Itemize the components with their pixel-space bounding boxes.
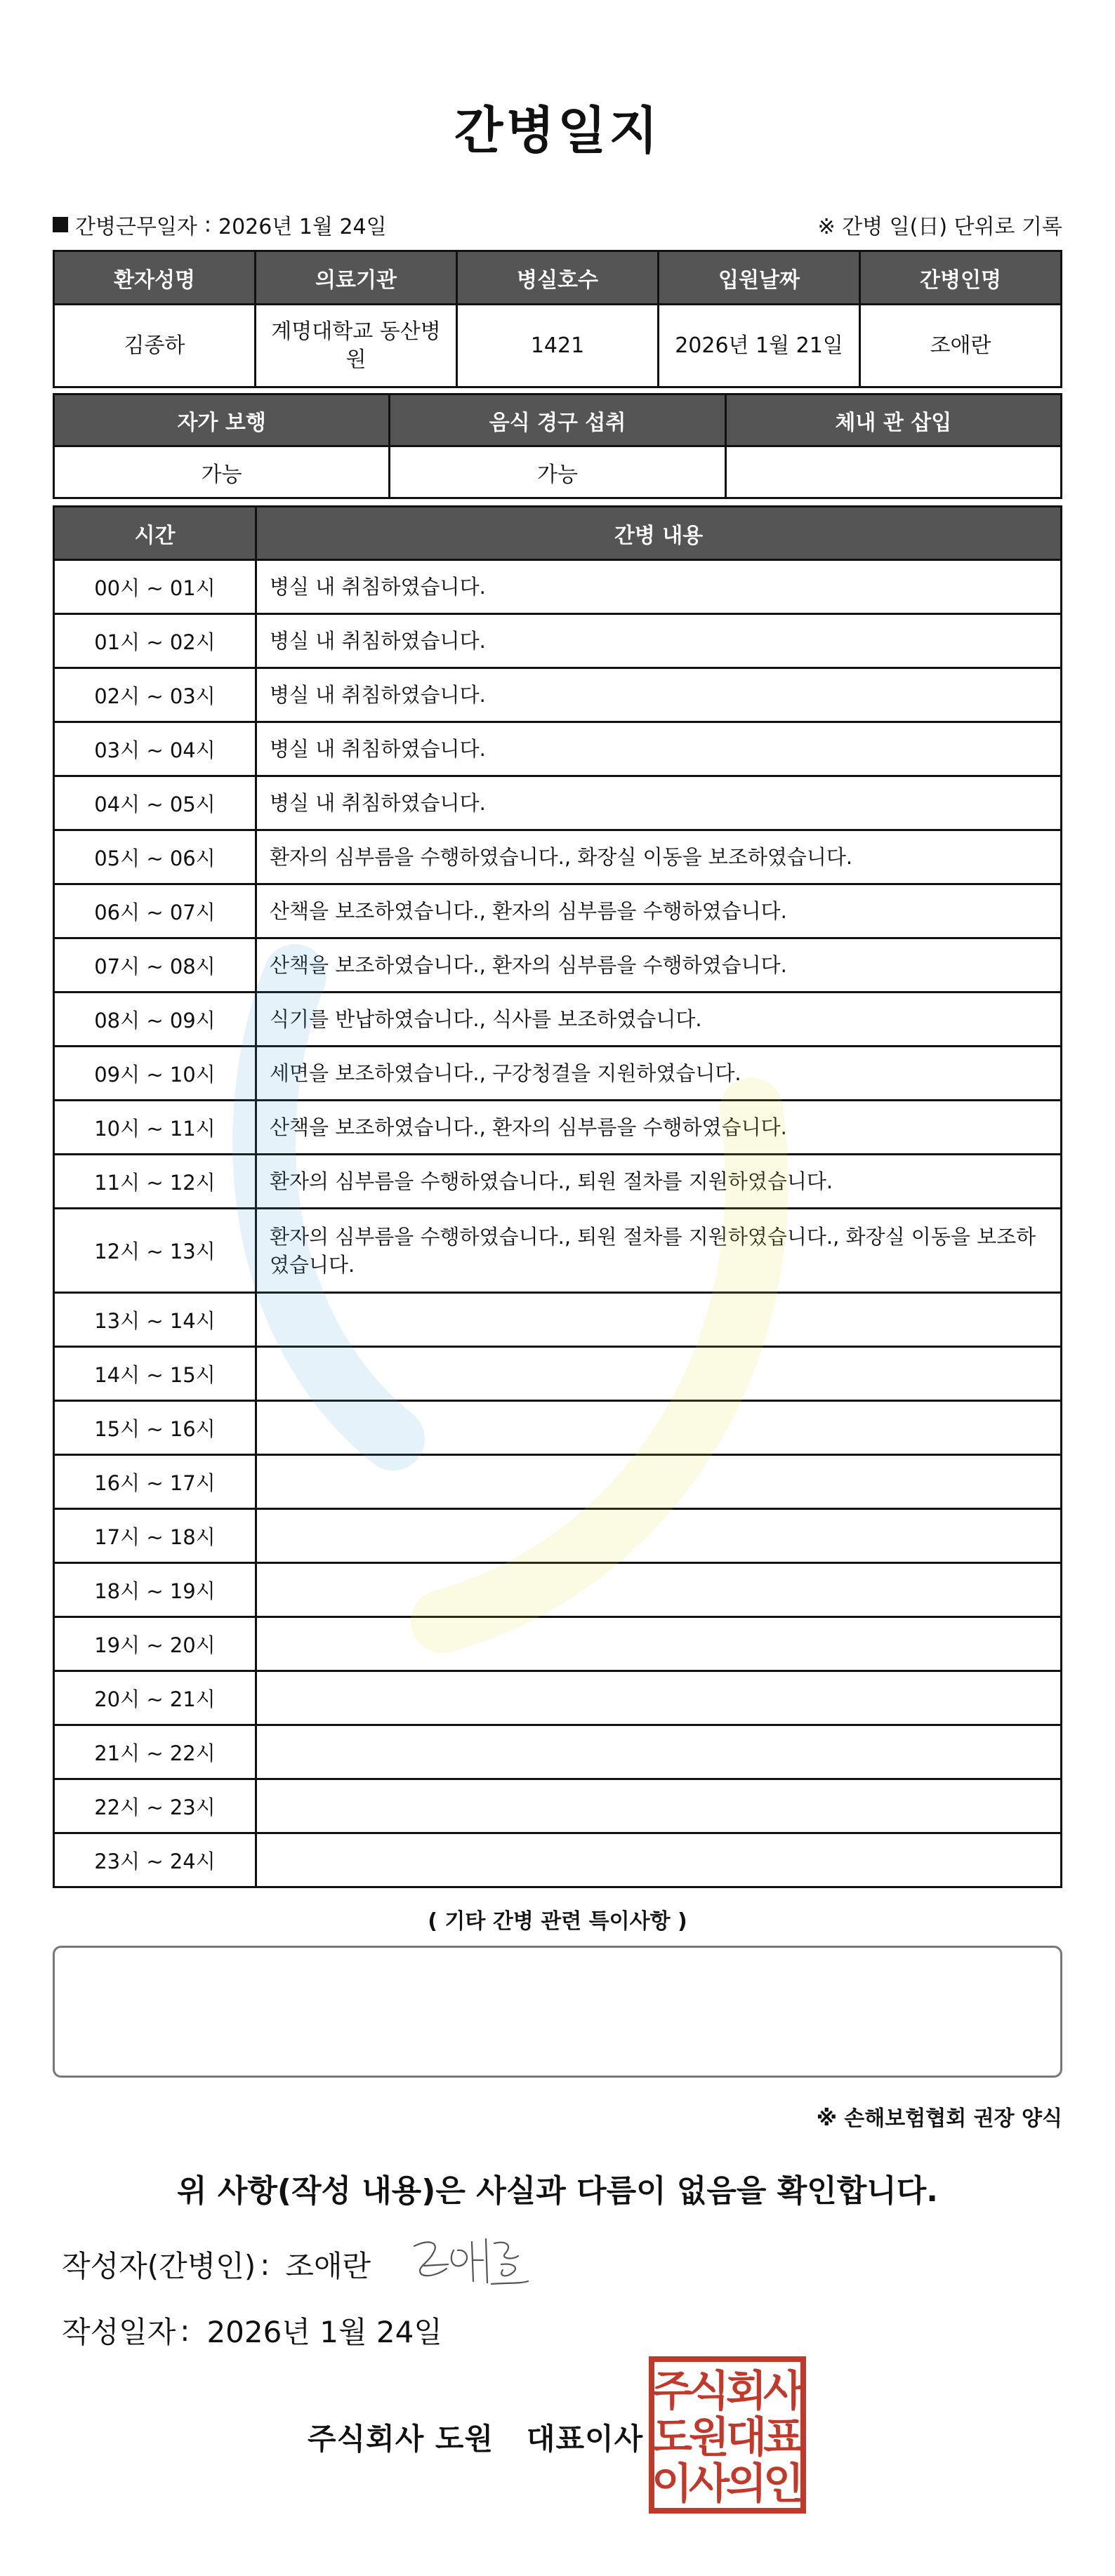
time-slot: 19시 ~ 20시 <box>54 1617 256 1671</box>
care-content <box>256 1779 1062 1833</box>
seal-character: 원 <box>689 2413 730 2462</box>
care-content: 환자의 심부름을 수행하였습니다., 화장실 이동을 보조하였습니다. <box>256 830 1062 884</box>
table-row <box>54 560 1062 614</box>
table-row <box>54 722 1062 776</box>
table-row <box>54 776 1062 830</box>
special-notes-box <box>53 1946 1062 2078</box>
time-slot: 12시 ~ 13시 <box>54 1209 256 1293</box>
table-row <box>54 1101 1062 1155</box>
info-header: 병실호수 <box>457 251 659 305</box>
record-unit-note: ※ 간병 일(日) 단위로 기록 <box>817 215 1062 239</box>
table-row <box>54 992 1062 1047</box>
care-content <box>256 1509 1062 1563</box>
writer-sep: : <box>260 2247 270 2282</box>
table-row <box>54 1563 1062 1617</box>
seal-character: 회 <box>726 2367 767 2416</box>
page-title: 간병일지 <box>454 101 661 160</box>
time-slot: 13시 ~ 14시 <box>54 1293 256 1347</box>
seal-character: 도 <box>652 2413 692 2462</box>
table-row <box>54 1047 1062 1101</box>
seal-character: 주 <box>652 2367 692 2416</box>
table-row <box>54 884 1062 938</box>
info-header: 환자성명 <box>54 251 256 305</box>
table-row <box>54 1155 1062 1209</box>
time-slot: 18시 ~ 19시 <box>54 1563 256 1617</box>
table-row <box>54 938 1062 992</box>
time-slot: 09시 ~ 10시 <box>54 1047 256 1101</box>
care-content: 환자의 심부름을 수행하였습니다., 퇴원 절차를 지원하였습니다., 화장실 이동을 보조하였습니다. <box>256 1209 1062 1293</box>
care-content: 병실 내 취침하였습니다. <box>256 560 1062 614</box>
time-slot: 22시 ~ 23시 <box>54 1779 256 1833</box>
care-log-table <box>53 505 1062 1888</box>
time-slot: 10시 ~ 11시 <box>54 1101 256 1155</box>
care-content: 산책을 보조하였습니다., 환자의 심부름을 수행하였습니다. <box>256 884 1062 938</box>
room-number: 1421 <box>457 305 659 387</box>
writer-row <box>62 2243 371 2285</box>
seal-character: 표 <box>763 2413 804 2462</box>
care-content: 병실 내 취침하였습니다. <box>256 776 1062 830</box>
time-slot: 17시 ~ 18시 <box>54 1509 256 1563</box>
time-slot: 08시 ~ 09시 <box>54 992 256 1047</box>
table-row <box>54 830 1062 884</box>
time-slot: 00시 ~ 01시 <box>54 560 256 614</box>
oral-intake-value: 가능 <box>390 446 725 498</box>
care-content <box>256 1725 1062 1779</box>
table-row <box>54 1725 1062 1779</box>
work-date-sep: : <box>204 212 211 237</box>
time-slot: 15시 ~ 16시 <box>54 1401 256 1455</box>
time-slot: 16시 ~ 17시 <box>54 1455 256 1509</box>
hospital-name: 계명대학교 동산병원 <box>256 305 457 387</box>
care-content: 환자의 심부름을 수행하였습니다., 퇴원 절차를 지원하였습니다. <box>256 1155 1062 1209</box>
written-date-row <box>62 2309 442 2351</box>
work-date-value: 2026년 1월 24일 <box>218 215 387 239</box>
confirmation-statement: 위 사항(작성 내용)은 사실과 다름이 없음을 확인합니다. <box>177 2173 938 2209</box>
care-content <box>256 1671 1062 1725</box>
table-row <box>54 1401 1062 1455</box>
time-slot: 07시 ~ 08시 <box>54 938 256 992</box>
info-header: 의료기관 <box>256 251 457 305</box>
square-bullet-icon <box>53 217 68 232</box>
care-content <box>256 1293 1062 1347</box>
written-date-value: 2026년 1월 24일 <box>206 2315 442 2349</box>
care-content <box>256 1617 1062 1671</box>
info-header: 입원날짜 <box>659 251 860 305</box>
care-content: 산책을 보조하였습니다., 환자의 심부름을 수행하였습니다. <box>256 938 1062 992</box>
form-source-note: ※ 손해보험협회 권장 양식 <box>816 2106 1062 2131</box>
time-slot: 14시 ~ 15시 <box>54 1347 256 1401</box>
special-notes-title: ( 기타 간병 관련 특이사항 ) <box>428 1909 687 1934</box>
handwritten-signature <box>407 2232 534 2295</box>
care-content <box>256 1455 1062 1509</box>
care-content: 병실 내 취침하였습니다. <box>256 668 1062 722</box>
care-content: 식기를 반납하였습니다., 식사를 보조하였습니다. <box>256 992 1062 1047</box>
seal-character: 이 <box>652 2459 692 2509</box>
ability-header: 음식 경구 섭취 <box>390 394 725 446</box>
time-slot: 02시 ~ 03시 <box>54 668 256 722</box>
care-content: 산책을 보조하였습니다., 환자의 심부름을 수행하였습니다. <box>256 1101 1062 1155</box>
table-row <box>54 1671 1062 1725</box>
caregiver-name: 조애란 <box>860 305 1062 387</box>
ability-header: 자가 보행 <box>54 394 390 446</box>
care-content <box>256 1401 1062 1455</box>
admission-date: 2026년 1월 21일 <box>659 305 860 387</box>
patient-ability-table <box>53 393 1062 499</box>
time-slot: 03시 ~ 04시 <box>54 722 256 776</box>
time-slot: 06시 ~ 07시 <box>54 884 256 938</box>
written-date-sep: : <box>180 2313 190 2348</box>
time-slot: 11시 ~ 12시 <box>54 1155 256 1209</box>
table-row <box>54 668 1062 722</box>
table-row <box>54 1347 1062 1401</box>
time-slot: 21시 ~ 22시 <box>54 1725 256 1779</box>
table-row <box>54 1617 1062 1671</box>
time-column-header: 시간 <box>54 507 256 560</box>
patient-name: 김종하 <box>54 305 256 387</box>
table-row <box>54 1509 1062 1563</box>
work-date-label: 간병근무일자 <box>75 215 197 239</box>
seal-character: 대 <box>726 2413 767 2462</box>
care-content: 병실 내 취침하였습니다. <box>256 722 1062 776</box>
care-content: 병실 내 취침하였습니다. <box>256 614 1062 668</box>
meta-row <box>53 211 1062 239</box>
time-slot: 05시 ~ 06시 <box>54 830 256 884</box>
care-content <box>256 1563 1062 1617</box>
table-row <box>54 1833 1062 1887</box>
content-column-header: 간병 내용 <box>256 507 1062 560</box>
time-slot: 23시 ~ 24시 <box>54 1833 256 1887</box>
seal-character: 사 <box>689 2459 730 2509</box>
seal-character: 식 <box>689 2367 730 2416</box>
time-slot: 04시 ~ 05시 <box>54 776 256 830</box>
written-date-label: 작성일자 <box>62 2315 176 2349</box>
care-content: 세면을 보조하였습니다., 구강청결을 지원하였습니다. <box>256 1047 1062 1101</box>
company-representative: 주식회사 도원 대표이사 <box>308 2422 644 2456</box>
time-slot: 20시 ~ 21시 <box>54 1671 256 1725</box>
table-row <box>54 614 1062 668</box>
work-date <box>53 209 387 240</box>
ability-header: 체내 관 삽입 <box>725 394 1061 446</box>
time-slot: 01시 ~ 02시 <box>54 614 256 668</box>
seal-character: 인 <box>763 2459 804 2509</box>
company-seal <box>647 2355 807 2515</box>
table-row <box>54 1293 1062 1347</box>
table-row <box>54 1209 1062 1293</box>
writer-label: 작성자(간병인) <box>62 2249 256 2283</box>
seal-character: 사 <box>763 2367 804 2416</box>
seal-character: 의 <box>726 2459 767 2509</box>
care-content <box>256 1833 1062 1887</box>
patient-info-table <box>53 250 1062 388</box>
self-walking-value: 가능 <box>54 446 390 498</box>
care-content <box>256 1347 1062 1401</box>
tube-insertion-value <box>725 446 1061 498</box>
writer-name: 조애란 <box>285 2249 371 2283</box>
info-header: 간병인명 <box>860 251 1062 305</box>
table-row <box>54 1455 1062 1509</box>
table-row <box>54 1779 1062 1833</box>
